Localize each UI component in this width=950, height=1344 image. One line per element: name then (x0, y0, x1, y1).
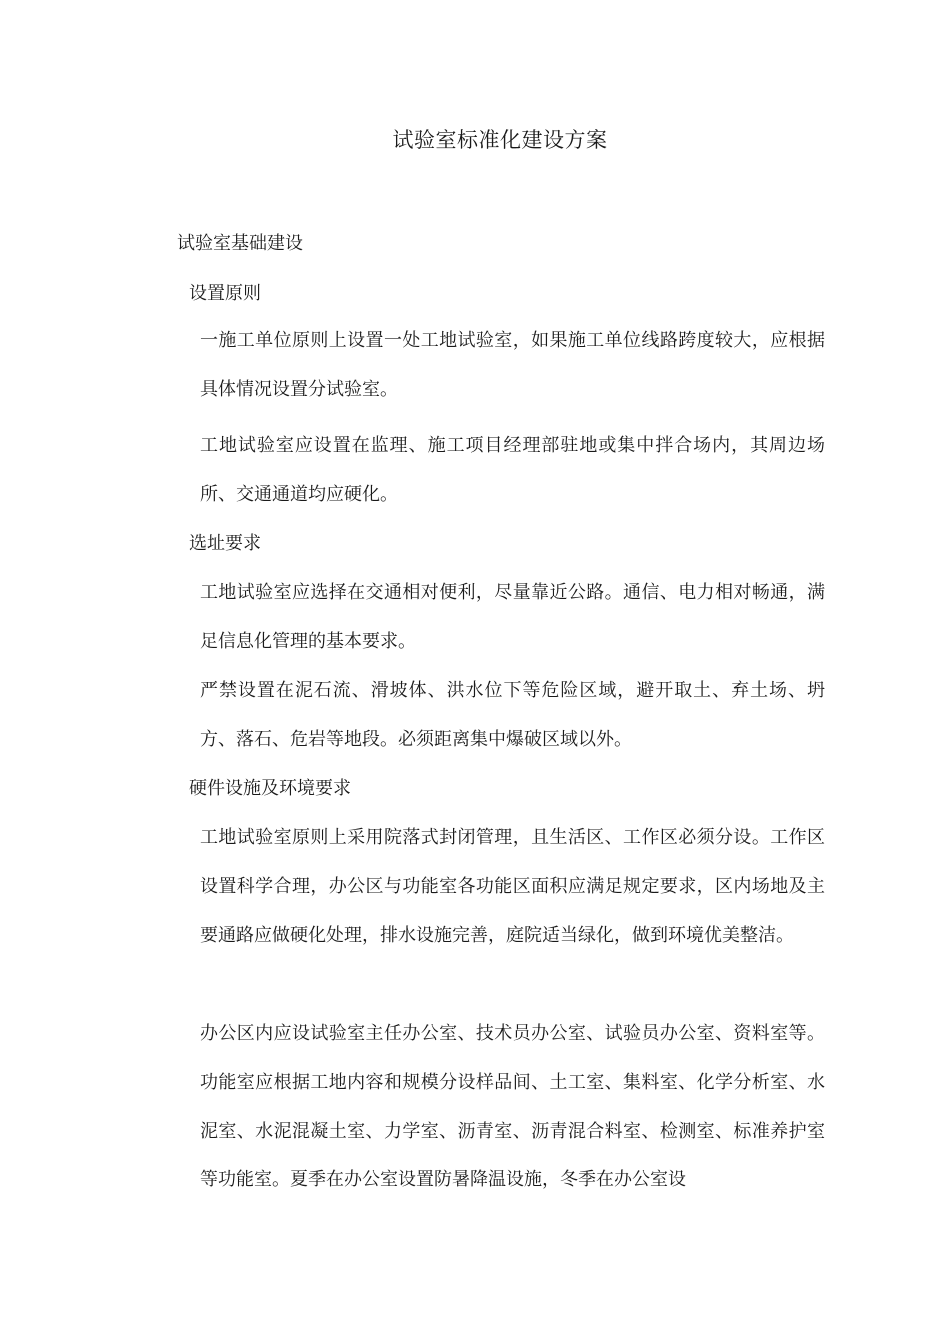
subsection-heading-site-selection: 选址要求 (189, 533, 261, 554)
subsection-heading-principles: 设置原则 (189, 283, 261, 304)
paragraph: 严禁设置在泥石流、滑坡体、洪水位下等危险区域，避开取土、弃土场、坍方、落石、危岩等地段。必须距离集中爆破区域以外。 (200, 680, 825, 750)
paragraph: 办公区内应设试验室主任办公室、技术员办公室、试验员办公室、资料室等。功能室应根据工地内容和规模分设样品间、土工室、集料室、化学分析室、水泥室、水泥混凝土室、力学室、沥青室、沥青混合料室、检测室、标准养护室等功能室。夏季在办公室设置防暑降温设施，冬季在办公室设 (200, 1023, 825, 1191)
paragraph: 工地试验室原则上采用院落式封闭管理，且生活区、工作区必须分设。工作区设置科学合理，办公区与功能室各功能区面积应满足规定要求，区内场地及主要通路应做硬化处理，排水设施完善，庭院适当绿化，做到环境优美整洁。 (200, 827, 825, 946)
paragraph: 一施工单位原则上设置一处工地试验室，如果施工单位线路跨度较大，应根据具体情况设置分试验室。 (200, 330, 825, 400)
subsection-heading-facilities: 硬件设施及环境要求 (189, 778, 351, 799)
paragraph: 工地试验室应设置在监理、施工项目经理部驻地或集中拌合场内，其周边场所、交通通道均应硬化。 (200, 435, 825, 505)
document-title: 试验室标准化建设方案 (392, 128, 608, 152)
section-heading: 试验室基础建设 (177, 233, 303, 254)
paragraph: 工地试验室应选择在交通相对便利，尽量靠近公路。通信、电力相对畅通，满足信息化管理的基本要求。 (200, 582, 825, 652)
